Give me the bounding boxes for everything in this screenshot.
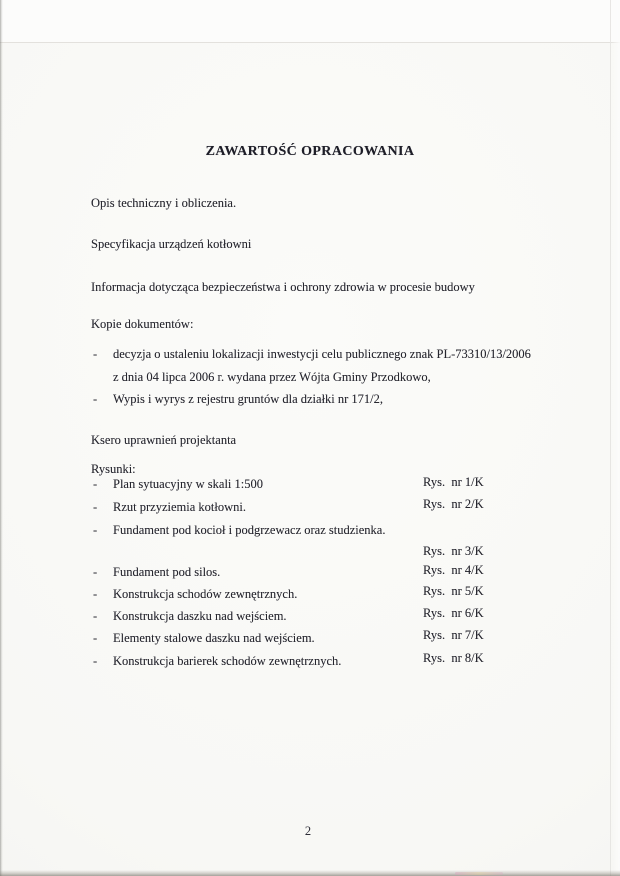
drawing-label: Plan sytuacyjny w skali 1:500 — [113, 477, 263, 491]
drawing-label: Elementy stalowe daszku nad wejściem. — [113, 631, 315, 645]
drawing-label: Konstrukcja barierek schodów zewnętrznych. — [113, 654, 342, 668]
drawing-ref: Rys. nr 5/K — [423, 584, 484, 598]
toc-line-opis-techniczny: Opis techniczny i obliczenia. — [91, 196, 237, 210]
list-dash: - — [93, 477, 98, 491]
drawing-label: Fundament pod kocioł i podgrzewacz oraz studzienka. — [113, 523, 386, 537]
list-dash: - — [93, 392, 98, 406]
list-dash: - — [93, 609, 98, 623]
list-item-wypis: Wypis i wyrys z rejestru gruntów dla działki nr 171/2, — [113, 392, 384, 406]
scan-color-smudge — [455, 872, 503, 875]
toc-line-ksero: Ksero uprawnień projektanta — [91, 433, 237, 447]
scan-left-edge-shadow — [0, 0, 3, 876]
drawing-ref: Rys. nr 2/K — [423, 497, 484, 511]
drawing-ref: Rys. nr 7/K — [423, 628, 484, 642]
toc-line-informacja-bioz: Informacja dotycząca bezpieczeństwa i ochrony zdrowia w procesie budowy — [91, 280, 475, 294]
list-dash: - — [93, 347, 98, 361]
drawing-label: Konstrukcja daszku nad wejściem. — [113, 609, 287, 623]
list-dash: - — [93, 523, 98, 537]
drawing-ref: Rys. nr 4/K — [423, 563, 484, 577]
drawing-label: Fundament pod silos. — [113, 565, 221, 579]
page-number: 2 — [304, 824, 312, 838]
drawing-ref: Rys. nr 8/K — [423, 651, 484, 665]
toc-line-kopie-dokumentow: Kopie dokumentów: — [91, 317, 194, 331]
list-dash: - — [93, 631, 98, 645]
drawings-header: Rysunki: — [91, 462, 136, 476]
scan-bottom-edge-shadow — [0, 870, 620, 876]
document-title: ZAWARTOŚĆ OPRACOWANIA — [205, 144, 415, 159]
drawing-label: Konstrukcja schodów zewnętrznych. — [113, 587, 298, 601]
drawing-ref: Rys. nr 6/K — [423, 606, 484, 620]
drawing-ref: Rys. nr 1/K — [423, 475, 484, 489]
list-item-decyzja: decyzja o ustaleniu lokalizacji inwestycji celu publicznego znak PL-73310/13/2006 — [113, 347, 531, 361]
toc-line-specyfikacja: Specyfikacja urządzeń kotłowni — [91, 237, 252, 251]
drawing-label: Rzut przyziemia kotłowni. — [113, 500, 246, 514]
drawing-ref: Rys. nr 3/K — [423, 544, 484, 558]
list-item-decyzja-continuation: z dnia 04 lipca 2006 r. wydana przez Wójta Gminy Przodkowo, — [113, 370, 431, 384]
list-dash: - — [93, 500, 98, 514]
scan-fold-line — [0, 0, 620, 43]
list-dash: - — [93, 587, 98, 601]
scan-right-edge-shadow — [610, 0, 620, 876]
list-dash: - — [93, 565, 98, 579]
list-dash: - — [93, 654, 98, 668]
